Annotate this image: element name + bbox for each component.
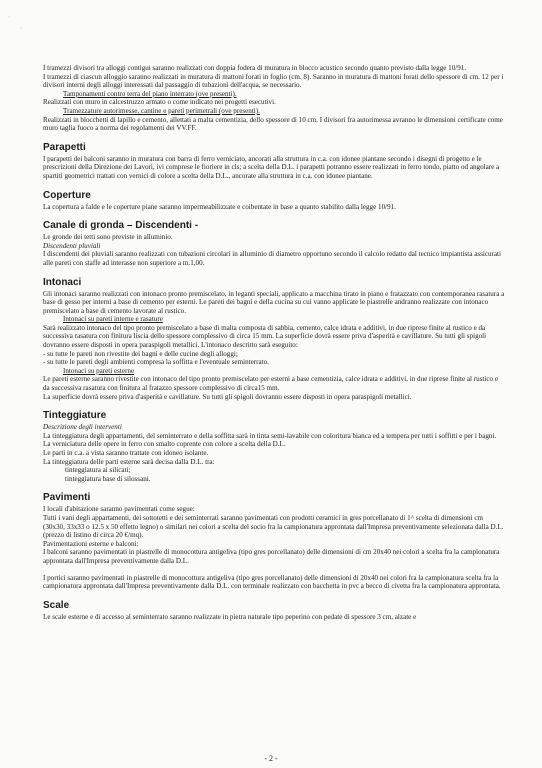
section-heading: Pavimenti <box>43 492 91 504</box>
paragraph: Intonaci su pareti interne e rasature <box>63 315 163 324</box>
paragraph: Discendenti pluviali <box>43 241 101 250</box>
section-heading: Parapetti <box>43 141 86 153</box>
paragraph: La superficie dovrà essere priva d'asperità e cavillature. Su tutti gli spigoli dovranno essere disposti in opera paraspigoli metallici. <box>43 392 412 401</box>
section-tinteggiature <box>43 410 505 483</box>
section-heading: Canale di gronda – Discendenti - <box>43 220 199 232</box>
section-heading: Coperture <box>43 189 91 201</box>
paragraph: tinteggiatura ai silicati; <box>65 466 131 475</box>
paragraph: Tutti i vani degli appartamenti, dei sottotetti e dei seminterrati saranno pavimentati con prodotti ceramici in gres porcellanato di 1^ scelta di dimensioni cm (30x30, 33x33 o 12.5 x 50 effetto legno) o similari nei colori a scelta del socio fra la campionatura approntata dall'Impresa preventivamente selezionata dalla D.L. (prezzo di listino di circa 20 €/mq). <box>43 513 504 540</box>
paragraph: - su tutte le pareti degli ambienti compresa la soffitta e l'eventuale seminterrato. <box>43 358 269 367</box>
paragraph: Realizzati in blocchetti di lapillo e cemento, allettati a malta cementizia, dello spessore di 10 cm. I divisori fra autorimessa avranno le dimensioni certificate come muro taglia fuoco a norma dei regolamenti dei VV.FF. <box>43 115 503 133</box>
section-scale <box>43 600 505 622</box>
paragraph: La tinteggiatura degli appartamenti, del seminterrato e della soffitta sarà in tinta semi-lavabile con coloritura bianca ed a tempera per tutti i soffitti e per i bagni. <box>43 431 497 440</box>
paragraph: Tramezzature autorimesse, cantine e pareti perimetrali (ove presenti). <box>63 106 260 115</box>
paragraph: I portici saranno pavimentati in piastrelle di monocottura antigeliva (tipo gres porcellanato) delle dimensioni di 20x40 nei colori fra la campionatura scelta fra la campionatura approntata dall'Impresa preventivamente dalla D.L. con terminale realizzato con bacchetta in pvc a becco di civetta fra la campionatura approntata. <box>43 573 501 591</box>
paragraph: Le gronde dei tetti sono previste in alluminio. <box>43 233 173 242</box>
paragraph: Realizzati con muro in calcestruzzo armato o come indicato nei progetti esecutivi. <box>43 98 276 107</box>
scan-speck: · <box>8 14 10 20</box>
paragraph: I tramezzi divisori tra alloggi contigui saranno realizzati con doppia fodera di muratura in blocco acustico secondo quanto previsto dalla legge 10/91. <box>43 64 467 72</box>
paragraph: I discendenti dei pluviali saranno realizzati con tubazioni circolari in alluminio di diametro opportuno secondo il calcolo redatto dal tecnico impiantista assicurati alle pareti con staffe ad interasse non superiore a m.1,00. <box>43 250 501 267</box>
paragraph: I locali d'abitazione saranno pavimentati come segue: <box>43 505 195 514</box>
section-parapetti <box>43 142 505 181</box>
paragraph: Gli intonaci saranno realizzati con intonaco pronto premiscelato, in leganti speciali, applicato a macchina tirato in piano e fratazzato con contemporanea rasatura a base di gesso per interni a base di cemento per esterni. Le pareti dei bagni e della cucina su cui vanno applicate le piastrelle andranno realizzate con intonaco premiscelato a base di cemento lavorate al rustico. <box>43 289 505 315</box>
paragraph: Descrizione degli interventi <box>43 423 122 432</box>
section-intonaci <box>43 277 505 402</box>
section-heading: Tinteggiature <box>43 410 107 422</box>
paragraph: Intonaci su pareti esterne <box>63 366 135 375</box>
paragraph: tinteggiatura base di silossani. <box>65 474 151 483</box>
paragraph: Le pareti esterne saranno rivestite con intonaco del tipo pronto premiscelato per esterni a base cementizia, calce idrata e additivi, in due riprese finite al rustico e da successiva rasatura con finitura al fratazzo spessore complessivo di circa15 mm. <box>43 375 498 393</box>
paragraph: I balconi saranno pavimentati in piastrelle di monocottura antigeliva (tipo gres porcellanato) delle dimensioni di cm 20x40 nei colori a scelta fra la campionatura approntata dall'Impresa preventivamente dalla D.L. <box>43 548 500 565</box>
scan-speck: · <box>20 26 22 32</box>
section-canale <box>43 220 505 267</box>
paragraph: La tinteggiatura delle parti esterne sarà decisa dalla D.L. tra: <box>43 457 215 466</box>
paragraph: Le parti in c.a. a vista saranno trattate con idoneo isolante. <box>43 449 209 457</box>
document-page <box>43 64 505 621</box>
section-coperture <box>43 190 505 212</box>
section-heading: Intonaci <box>43 276 82 288</box>
paragraph: La copertura a falde e le coperture piane saranno impermeabilizzate e coibentate in base a quanto stabilito dalla legge 10/91. <box>43 202 396 211</box>
section-tramezzi <box>43 64 505 133</box>
paragraph: Le scale esterne e di accesso al seminterrato saranno realizzate in pietra naturale tipo peperino con pedate di spessore 3 cm, alzate e <box>43 612 417 621</box>
paragraph: Sarà realizzato intonaco del tipo pronto premiscelato a base di malta composta di sabbia, cemento, calce idrata e additivi, in due riprese finite al rustico e da successiva rasatura con finitura liscia dello spessore complessivo di circa 15 mm. La superficie dovrà essere priva d'asperità e cavillature. Su tutti gli spigoli dovranno essere disposti in opera paraspigoli metallici. L'intonaco descritto sarà eseguito: <box>43 323 487 350</box>
paragraph: I tramezzi di ciascun alloggio saranno realizzati in muratura di mattoni forati in foglio (cm. 8). Saranno in muratura di mattoni forati dello spessore di cm. 12 per i divisori interni degli alloggi interessati dal passaggio di tubazioni dell'acqua, se necessario. <box>43 72 504 90</box>
paragraph: La verniciatura delle opere in ferro con smalto coprente con colore a scelta della D.L. <box>43 440 286 449</box>
section-heading: Scale <box>43 599 70 611</box>
paragraph: - su tutte le pareti non rivestite dei bagni e delle cucine degli alloggi; <box>43 349 238 358</box>
page-number: - 2 - <box>264 754 278 763</box>
paragraph: Pavimentazioni esterne e balconi: <box>43 539 139 548</box>
section-pavimenti <box>43 492 505 590</box>
paragraph: Tamponamenti contro terra del piano interrato (ove presenti). <box>63 89 237 98</box>
paragraph: I parapetti dei balconi saranno in muratura con barra di ferro verniciato, ancorati alla struttura in c.a. con idonee piantane secondo i disegni di progetto e le prescrizioni della Direzione dei Lavori, ivi comprese le fioriere in cls; a scelta della D.L. i parapetti potranno essere realizzati in ferro tondo, piatto od angolare a spartiti geometrici trattati con vernici di colore a scelta della D.L., ancorate alla struttura in c.a. con idonee piantane. <box>43 154 500 180</box>
